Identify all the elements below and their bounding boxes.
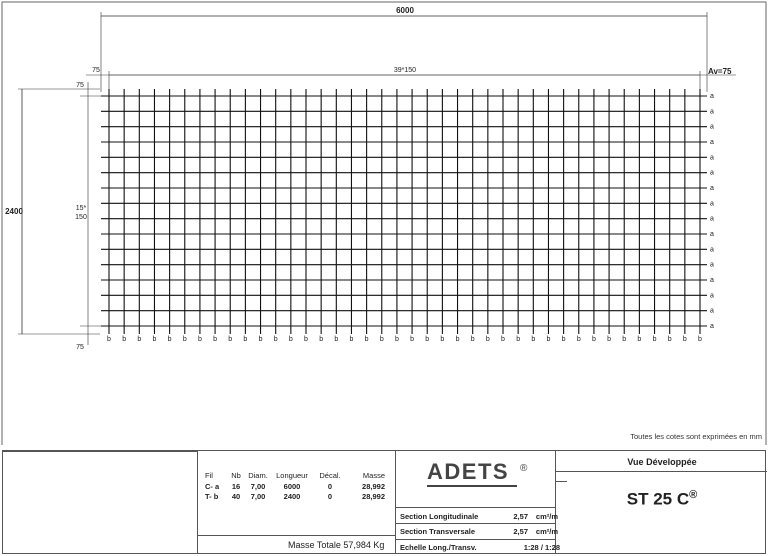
table-row: T- b 40 7,00 2400 0 28,992 [205,492,385,501]
long-bar-label: a [710,108,714,116]
long-bar-label: a [710,261,714,269]
trans-bar-label: b [667,336,672,343]
product-registered-mark: ® [689,489,698,501]
trans-bar-label: b [470,336,475,343]
tb-hline-sections [395,507,555,508]
trans-bar-label: b [546,336,551,343]
col-diam: Diam. [248,471,268,480]
trans-bar-label: b [440,336,445,343]
trans-bar-label: b [652,336,657,343]
brand-logo-underline [427,485,517,487]
col-masse: Masse [362,471,385,480]
dim-total-length: 6000 [396,6,414,15]
product-code: ST 25 C® [626,489,698,509]
trans-bar-label: b [485,336,490,343]
long-bar-label: a [710,169,714,177]
table-row: C- a 16 7,00 6000 0 28,992 [205,482,385,491]
trans-bar-label: b [622,336,627,343]
trans-bar-label: b [137,336,142,343]
long-bar-label: a [710,139,714,146]
col-longueur: Longueur [276,471,308,480]
long-bar-labels [710,93,714,330]
trans-bar-label: b [516,336,521,343]
col-decal: Décal. [319,471,341,480]
trans-bar-label: b [698,336,702,343]
section-longitudinal: Section Longitudinale 2,57 cm²/m [400,512,558,521]
dim-overhang-right: Av=75 [708,67,732,76]
dim-spacing-trans-2: 150 [75,214,87,221]
section-transversal: Section Transversale 2,57 cm²/m [400,527,558,536]
dim-spacing-long: 39*150 [393,67,417,74]
dim-total-width: 2400 [5,207,23,216]
scale-row: Echelle Long./Transv. 1:28 / 1:28 [400,543,560,552]
long-bar-label: a [710,323,714,330]
trans-bar-label: b [197,336,202,343]
trans-bar-label: b [410,336,415,343]
long-bar-label: a [710,307,714,315]
trans-bar-label: b [334,336,339,343]
total-mass-value: 57,984 Kg [343,540,385,550]
mesh-table-header [205,471,385,480]
tb-divider-0 [197,451,198,553]
brand-registered-mark: ® [520,463,528,474]
long-bar-label: a [710,154,714,162]
trans-bar-label: b [213,336,218,343]
trans-bar-label: b [228,336,233,343]
dim-overhang-top: 75 [76,82,84,89]
trans-bar-label: b [107,336,111,343]
trans-bar-label: b [682,336,687,343]
long-bar-label: a [710,292,714,300]
trans-bar-label: b [122,336,127,343]
trans-bar-label: b [167,336,172,343]
tb-divider-2 [555,451,556,553]
trans-bar-label: b [319,336,324,343]
trans-bar-label: b [379,336,384,343]
long-bar-label: a [710,231,714,238]
sheet-frame [2,2,766,445]
long-bar-label: a [710,277,714,284]
trans-bar-label: b [425,336,430,343]
trans-bar-label: b [364,336,369,343]
trans-bar-label: b [152,336,157,343]
mesh-grid [101,89,707,334]
trans-bar-label: b [273,336,278,343]
total-mass-label: Masse Totale [288,540,341,550]
trans-bar-label: b [561,336,566,343]
dim-overhang-bottom: 75 [76,344,84,351]
trans-bar-label: b [531,336,536,343]
trans-bar-label: b [501,336,505,343]
units-note: Toutes les cotes sont exprimées en mm [630,432,762,441]
trans-bar-label: b [288,336,293,343]
tb-hline-total [197,535,395,536]
tb-hline-view [555,471,767,472]
trans-bar-label: b [258,336,263,343]
col-fil: Fil [205,471,213,480]
trans-bar-label: b [304,336,308,343]
trans-bar-label: b [591,336,596,343]
long-bar-label: a [710,123,714,131]
trans-bar-label: b [637,336,642,343]
trans-bar-label: b [349,336,354,343]
trans-bar-label: b [455,336,460,343]
dim-overhang-left: 75 [92,67,100,74]
long-bar-label: a [710,246,714,254]
long-bar-label: a [710,215,714,223]
trans-bar-label: b [243,336,248,343]
long-bar-label: a [710,200,714,208]
tb-divider-1 [395,451,396,553]
long-bar-label: a [710,93,714,100]
title-block [2,450,766,554]
total-mass [288,540,384,550]
col-nb: Nb [231,471,241,480]
trans-bar-label: b [607,336,612,343]
view-title: Vue Développée [627,457,697,467]
long-bar-label: a [710,185,714,192]
trans-bar-label: b [576,336,581,343]
dim-spacing-trans-1: 15* [75,205,87,212]
trans-bar-label: b [182,336,187,343]
trans-bar-labels [107,336,702,343]
brand-logo: ADETS [427,459,510,484]
trans-bar-label: b [394,336,399,343]
